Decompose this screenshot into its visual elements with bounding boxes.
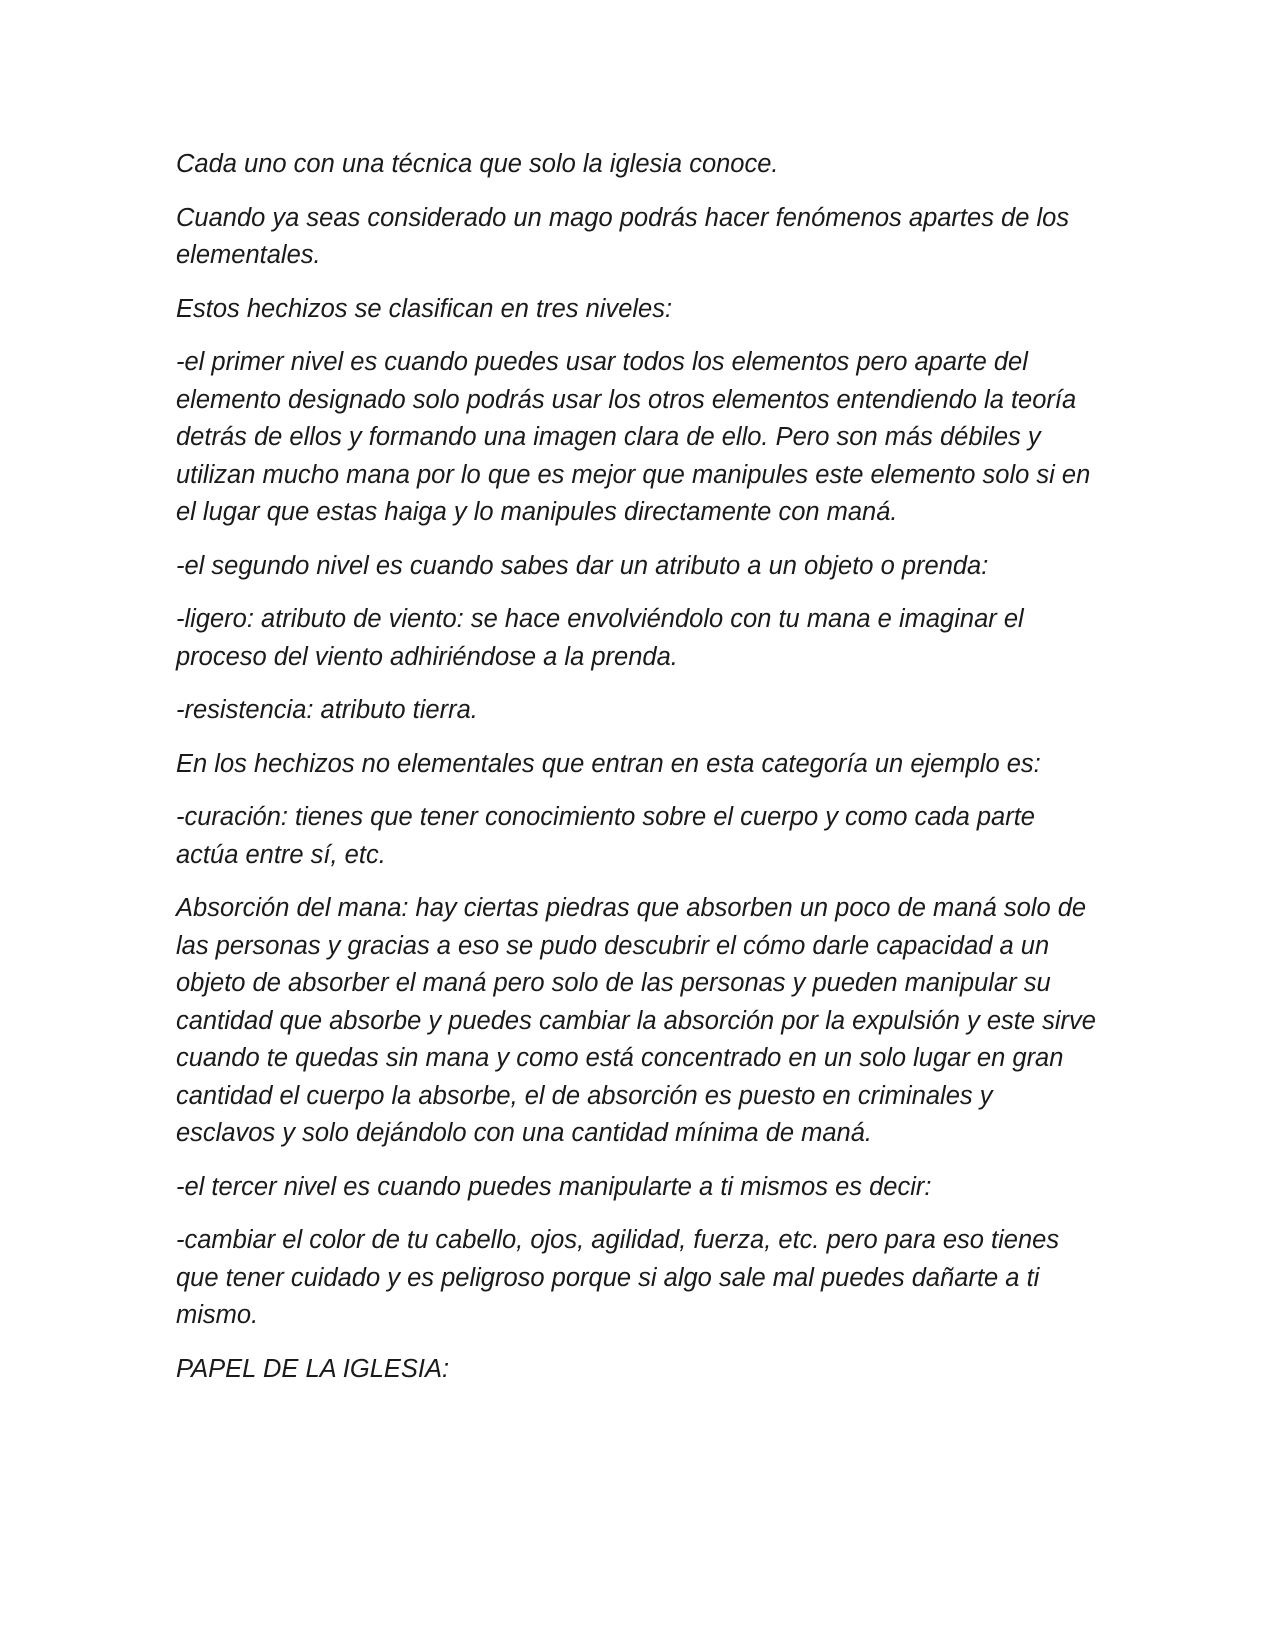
paragraph: -el segundo nivel es cuando sabes dar un atributo a un objeto o prenda: (176, 551, 989, 580)
paragraph: -ligero: atributo de viento: se hace envolviéndolo con tu mana e imaginar el proceso del viento adhiriéndose a la prenda. (176, 605, 1024, 671)
paragraph: Estos hechizos se clasifican en tres niveles: (176, 294, 673, 323)
section-heading: PAPEL DE LA IGLESIA: (176, 1354, 450, 1383)
paragraph: -resistencia: atributo tierra. (176, 696, 478, 724)
paragraph: -curación: tienes que tener conocimiento sobre el cuerpo y como cada parte actúa entre sí, etc. (176, 803, 1035, 869)
paragraph: -el tercer nivel es cuando puedes manipularte a ti mismos es decir: (176, 1172, 932, 1201)
paragraph: -cambiar el color de tu cabello, ojos, agilidad, fuerza, etc. pero para eso tienes que tener cuidado y es peligroso porque si algo sale mal puedes dañarte a ti mismo. (176, 1226, 1060, 1329)
paragraph: En los hechizos no elementales que entran en esta categoría un ejemplo es: (176, 749, 1041, 778)
paragraph: Cuando ya seas considerado un mago podrás hacer fenómenos apartes de los elementales. (176, 203, 1070, 269)
document-body (176, 146, 1096, 1404)
paragraph: Absorción del mana: hay ciertas piedras que absorben un poco de maná solo de las personas y gracias a eso se pudo descubrir el cómo darle capacidad a un objeto de absorber el maná pero solo de las personas y pueden manipular su cantidad que absorbe y puedes cambiar la absorción por la expulsión y este sirve cuando te quedas sin mana y como está concentrado en un solo lugar en gran cantidad el cuerpo la absorbe, el de absorción es puesto en criminales y esclavos y solo dejándolo con una cantidad mínima de maná. (176, 894, 1096, 1147)
paragraph: Cada uno con una técnica que solo la iglesia conoce. (176, 150, 779, 178)
paragraph: -el primer nivel es cuando puedes usar todos los elementos pero aparte del elemento designado solo podrás usar los otros elementos entendiendo la teoría detrás de ellos y formando una imagen clara de ello. Pero son más débiles y utilizan mucho mana por lo que es mejor que manipules este elemento solo si en el lugar que estas haiga y lo manipules directamente con maná. (176, 348, 1091, 526)
